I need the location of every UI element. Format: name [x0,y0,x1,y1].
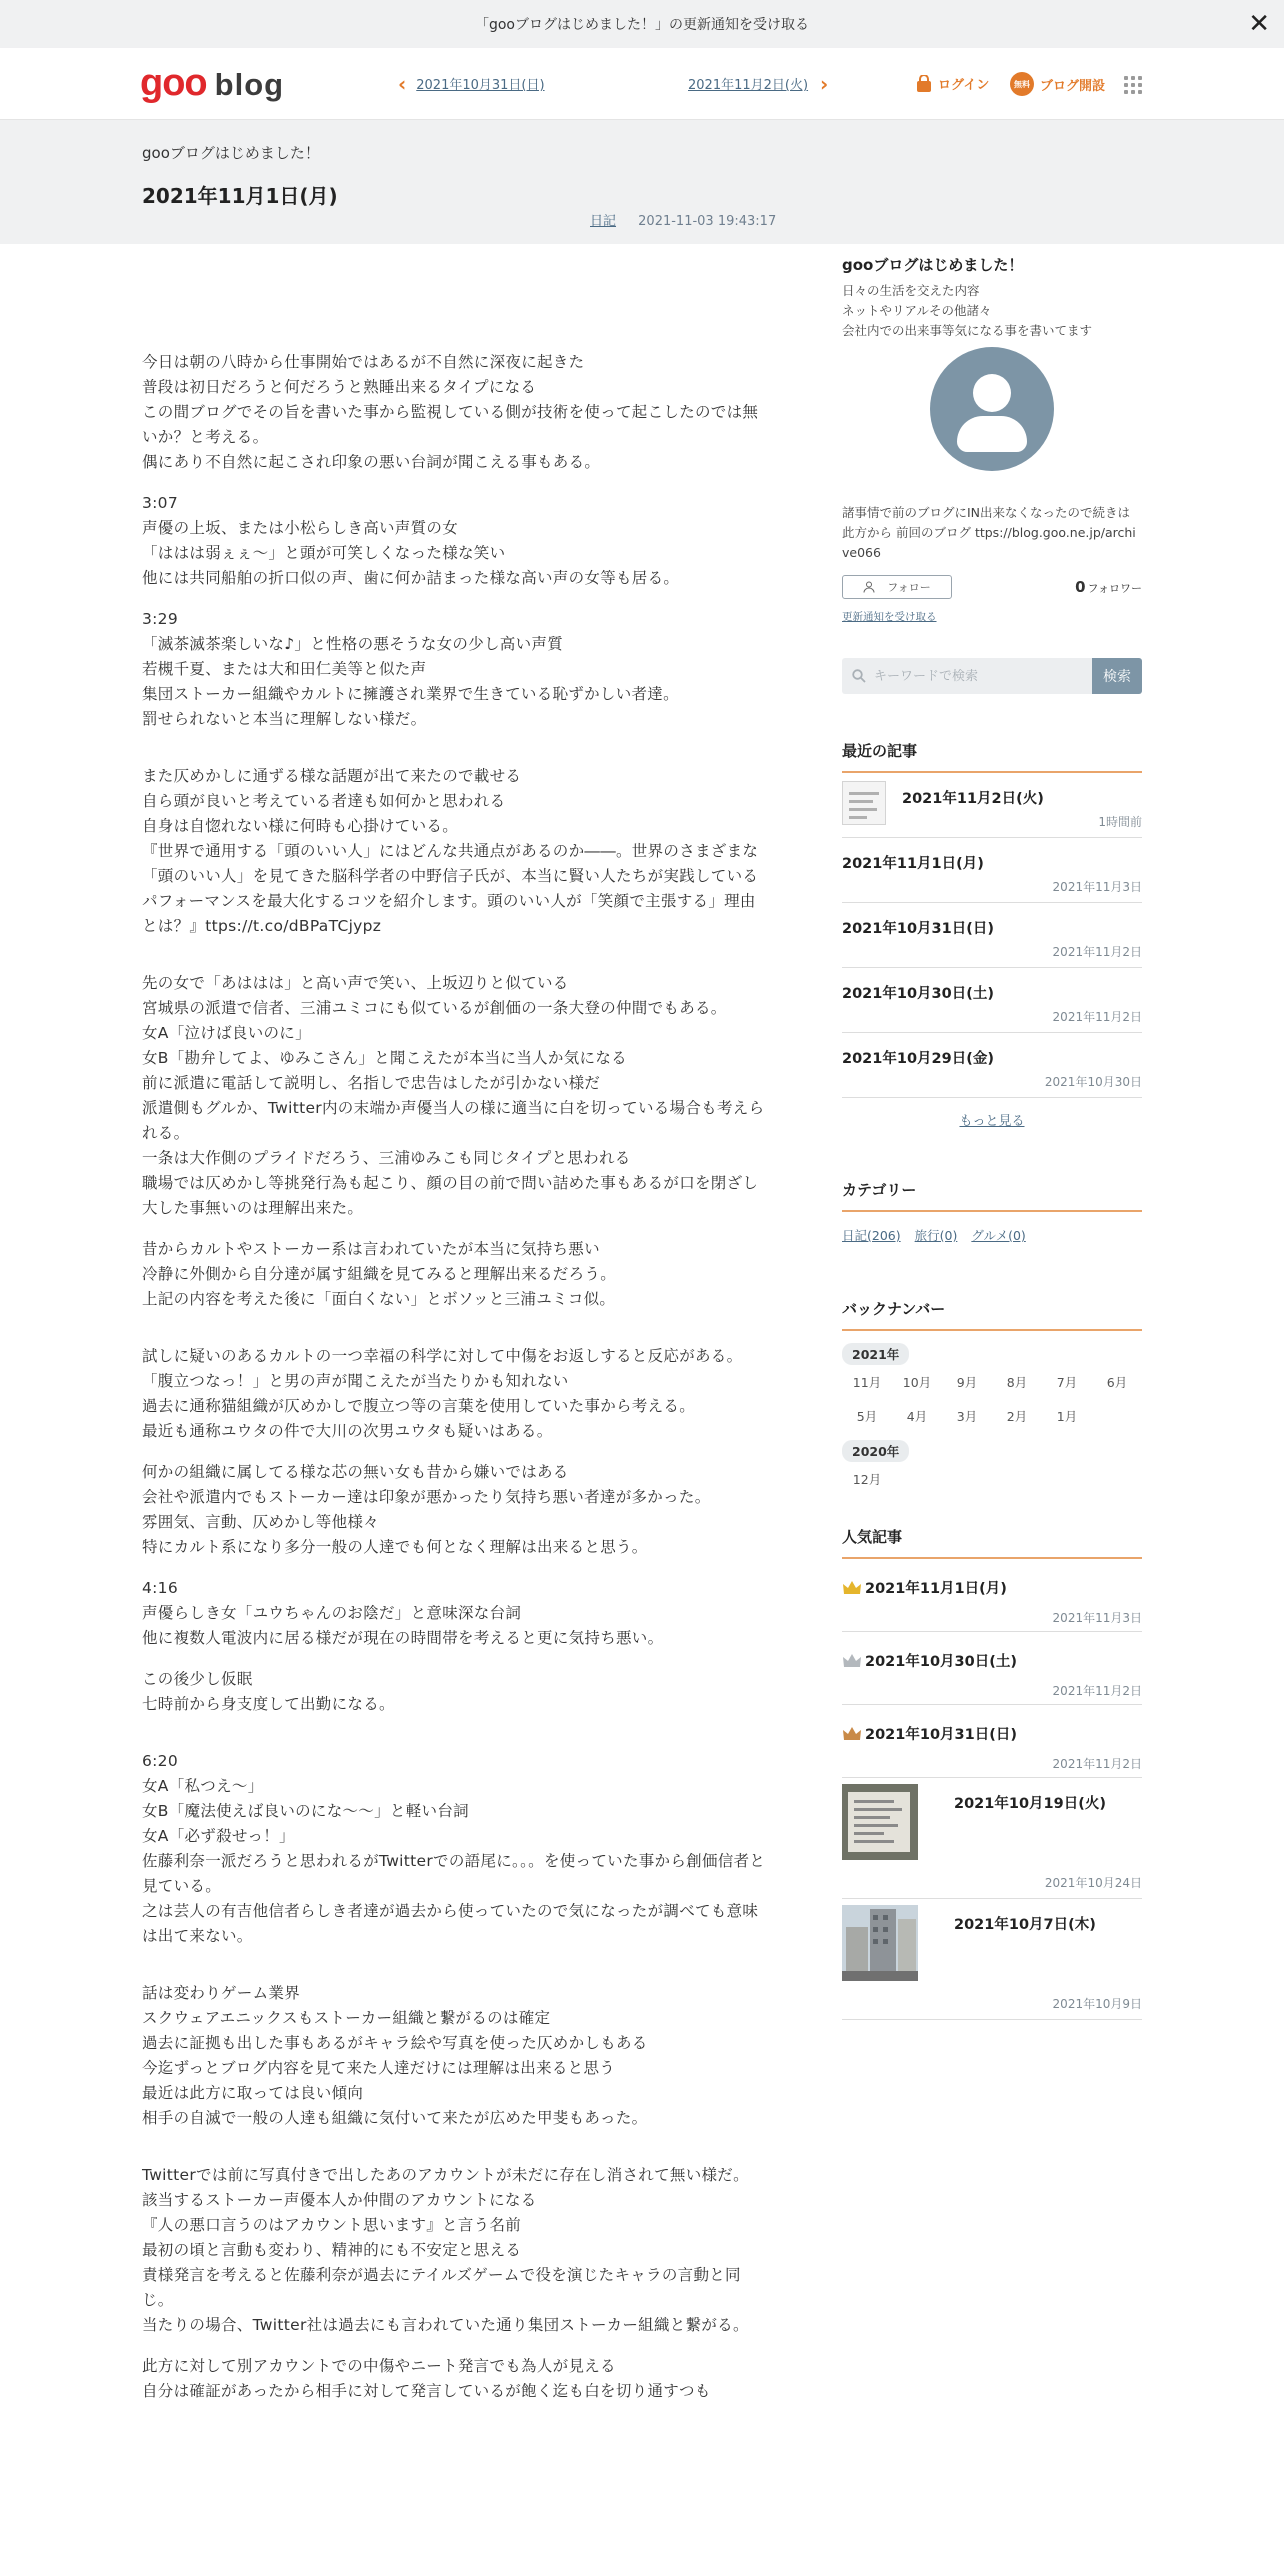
article-date: 2021年11月2日 [1052,1757,1142,1771]
article-link[interactable]: 2021年10月31日(日) [865,1727,1017,1743]
article-paragraph: この後少し仮眠 七時前から身支度して出勤になる。 [142,1670,395,1713]
list-item[interactable] [842,1033,1142,1098]
open-blog-label: ブログ開設 [1040,78,1106,94]
month-link[interactable]: 4月 [906,1409,928,1424]
article-date: 2021年11月2日 [1052,1684,1142,1698]
article-date: 1時間前 [1098,815,1142,829]
year-label: 2020年 [842,1440,909,1462]
entry-datetime: 2021-11-03 19:43:17 [638,214,777,229]
prev-entry-nav[interactable] [398,71,545,96]
sidebar [842,254,1142,2020]
search-form [842,658,1142,694]
recent-articles-title: 最近の記事 [842,740,1142,773]
article-paragraph: 話は変わりゲーム業界 スクウェアエニックスもストーカー組織と繋がるのは確定 過去に証拠も出した事もあるがキャラ絵や写真を使った仄めかしもある 今迄ずっとブログ内容を見て来た人達だけには理解は出来ると思う 最近は此方に取っては良い傾向 相手の自滅で一般の人達も組織に気付いて来たが広めた甲斐もあった。 [142,1984,648,2127]
open-blog-button[interactable] [1010,72,1105,96]
recent-articles [842,740,1142,1129]
article-link[interactable]: 2021年10月29日(金) [842,1051,994,1067]
close-icon[interactable]: ✕ [1248,9,1270,39]
next-entry-link[interactable]: 2021年11月2日(火) [688,78,809,93]
next-entry-nav[interactable] [688,71,829,96]
follow-row [842,575,1142,599]
gold-crown-icon [842,1580,862,1596]
article-thumbnail[interactable] [842,781,886,825]
more-link[interactable]: もっと見る [959,1114,1025,1129]
chevron-left-icon: ‹ [398,71,407,96]
category-title: カテゴリー [842,1179,1142,1212]
article-link[interactable]: 2021年10月30日(土) [842,986,994,1002]
popular-articles-title: 人気記事 [842,1526,1142,1559]
popular-articles [842,1526,1142,2020]
month-link[interactable]: 3月 [956,1409,978,1424]
person-icon [863,581,875,593]
article-body [142,350,768,2420]
category-link[interactable]: 日記(206) [842,1228,901,1243]
list-item[interactable] [842,903,1142,968]
month-link[interactable]: 6月 [1106,1375,1128,1390]
article-date: 2021年11月2日 [1052,945,1142,959]
category-list [842,1226,1142,1244]
list-item[interactable] [842,1559,1142,1632]
article-paragraph: 試しに疑いのあるカルトの一つ幸福の科学に対して中傷をお返しすると反応がある。 「腹立つなっ！」と男の声が聞こえたが当たりかも知れない 過去に通称猫組織が仄めかしで腹立つ等の言葉を使用していた事から考える。 最近も通称ユウタの件で大川の次男ユウタも疑いはある。 [142,1347,743,1440]
month-link[interactable]: 10月 [902,1375,932,1390]
bronze-crown-icon [842,1726,862,1742]
month-link[interactable]: 2月 [1006,1409,1028,1424]
follow-label: フォロー [887,581,931,594]
article-date: 2021年11月3日 [1052,1611,1142,1625]
article-paragraph: 何かの組織に属してる様な芯の無い女も昔から嫌いではある 会社や派遣内でもストーカー達は印象が悪かったり気持ち悪い者達が多かった。 雰囲気、言動、仄めかし等他様々 特にカルト系になり多分一般の人達でも何となく理解は出来ると思う。 [142,1463,711,1556]
article-paragraph: 3:07 声優の上坂、または小松らしき高い声質の女 「ははは弱ぇぇ～」と頭が可笑しくなった様な笑い 他には共同船舶の折口似の声、歯に何か詰まった様な高い声の女等も居る。 [142,494,680,587]
login-label: ログイン [938,78,990,93]
article-thumbnail[interactable] [842,1784,918,1860]
entry-header [0,120,1284,244]
article-paragraph: また仄めかしに通ずる様な話題が出て来たので載せる 自ら頭が良いと考えている者達も如何かと思われる 自身は自惚れない様に何時も心掛けている。 『世界で通用する「頭のいい人」にはどんな共通点があるのか――。世界のさまざまな「頭のいい人」を見てきた脳科学者の中野信子氏が、本当に賢い人たちが実践しているパフォーマンスを最大化するコツを紹介します。頭のいい人が「笑顔で主張する」理由とは？』ttps://t.co/dBPaTCjypz [142,767,759,935]
logo-blog-text: blog [214,67,285,102]
grid-menu-icon[interactable] [1124,76,1142,94]
list-item[interactable] [842,1778,1142,1899]
logo-goo-text: goo [140,62,207,104]
article-date: 2021年10月24日 [1044,1876,1142,1890]
entry-category-link[interactable]: 日記 [590,214,617,229]
list-item[interactable] [842,1632,1142,1705]
month-link[interactable]: 9月 [956,1375,978,1390]
update-notice-text[interactable]: 「gooブログはじめました！」の更新通知を受け取る [474,17,810,33]
goo-blog-logo[interactable] [140,62,284,104]
avatar [930,347,1054,471]
article-date: 2021年10月9日 [1052,1997,1142,2011]
article-paragraph: 6:20 女A「私つえ～」 女B「魔法使えば良いのにな～～」と軽い台詞 女A「必ず殺せっ！」 佐藤利奈一派だろうと思われるがTwitterでの語尾に。。。を使っていた事から創価信者と見ている。 之は芸人の有吉他信者らしき者達が過去から使っていたので気になったが調べても意味は出て来ない。 [142,1752,766,1945]
list-item[interactable] [842,838,1142,903]
article-link[interactable]: 2021年10月19日(火) [954,1796,1106,1812]
follow-button[interactable] [842,575,952,599]
article-paragraph: 此方に対して別アカウントでの中傷やニート発言でも為人が見える 自分は確証があったから相手に対して発言しているが飽く迄も白を切り通すつも [142,2357,711,2400]
search-input[interactable] [874,669,1074,684]
search-box[interactable] [842,658,1092,694]
backnumber-section [842,1298,1142,1504]
month-list [842,1470,1142,1504]
article-link[interactable]: 2021年10月31日(日) [842,921,994,937]
category-link[interactable]: グルメ(0) [971,1228,1026,1243]
article-paragraph: 先の女で「あははは」と高い声で笑い、上坂辺りと似ている 宮城県の派遣で信者、三浦ユミコにも似ているが創価の一条大登の仲間でもある。 女A「泣けば良いのに」 女B「勘弁してよ、ゆみこさん」と聞こえたが本当に当人か気になる 前に派遣に電話して説明し、名指しで忠告はしたが引かない様だ 派遣側もグルか、Twitter内の末端か声優当人の様に適当に白を切っている場合も考えられる。 一条は大作側のプライドだろう、三浦ゆみこも同じタイプと思われる 職場では仄めかし等挑発行為も起こり、顔の目の前で問い詰めた事もあるが口を閉ざし大した事無いのは理解出来た。 [142,974,765,1217]
blog-name[interactable]: gooブログはじめました！ [142,144,320,162]
site-header [0,48,1284,120]
entry-meta [590,210,776,229]
category-link[interactable]: 旅行(0) [914,1228,958,1243]
follower-number: 0 [1075,578,1086,596]
article-date: 2021年11月2日 [1052,1010,1142,1024]
backnumber-title: バックナンバー [842,1298,1142,1331]
article-link[interactable]: 2021年10月30日(土) [865,1654,1017,1670]
list-item[interactable] [842,1899,1142,2020]
article-date: 2021年11月3日 [1052,880,1142,894]
article-date: 2021年10月30日 [1044,1075,1142,1089]
article-paragraph: 昔からカルトやストーカー系は言われていたが本当に気持ち悪い 冷静に外側から自分達が属す組織を見てみると理解出来るだろう。 上記の内容を考えた後に「面白くない」とボソッと三浦ユミコ似。 [142,1240,617,1308]
update-notice-bar[interactable] [0,0,1284,48]
article-link[interactable]: 2021年10月7日(木) [954,1917,1096,1933]
entry-title: 2021年11月1日(月) [142,184,338,208]
silver-crown-icon [842,1653,862,1669]
list-item[interactable] [842,968,1142,1033]
search-icon [852,669,866,683]
article-link[interactable]: 2021年11月2日(火) [902,791,1044,807]
bag-icon [916,75,932,93]
free-badge: 無料 [1010,72,1034,96]
article-link[interactable]: 2021年11月1日(月) [865,1581,1007,1597]
follower-count [1075,578,1142,596]
month-link[interactable]: 12月 [852,1472,882,1487]
prev-entry-link[interactable]: 2021年10月31日(日) [416,78,545,93]
month-link[interactable]: 8月 [1006,1375,1028,1390]
follower-label: フォロワー [1087,582,1142,595]
month-link[interactable]: 7月 [1056,1375,1078,1390]
subscribe-updates-link[interactable]: 更新通知を受け取る [842,611,937,623]
profile-description: 日々の生活を交えた内容 ネットやリアルその他諸々 会社内での出来事等気になる事を書いてます [842,283,1093,338]
article-thumbnail[interactable] [842,1905,918,1981]
month-link[interactable]: 5月 [856,1409,878,1424]
login-button[interactable] [916,74,989,93]
list-item[interactable] [842,773,1142,838]
month-link[interactable]: 1月 [1056,1409,1078,1424]
year-label: 2021年 [842,1343,909,1365]
month-list [842,1373,1142,1441]
profile-card [842,254,1142,624]
article-paragraph: 3:29 「滅茶滅茶楽しいな♪」と性格の悪そうな女の少し高い声質 若槻千夏、または大和田仁美等と似た声 集団ストーカー組織やカルトに擁護され業界で生きている恥ずかしい者達。 罰せられないと本当に理解しない様だ。 [142,610,679,728]
category-section [842,1179,1142,1244]
list-item[interactable] [842,1705,1142,1778]
search-button[interactable]: 検索 [1092,658,1142,694]
article-paragraph: 今日は朝の八時から仕事開始ではあるが不自然に深夜に起きた 普段は初日だろうと何だろうと熟睡出来るタイプになる この間ブログでその旨を書いた事から監視している側が技術を使って起こしたのでは無いか？と考える。 偶にあり不自然に起こされ印象の悪い台詞が聞こえる事もある。 [142,353,759,471]
article-link[interactable]: 2021年11月1日(月) [842,856,984,872]
chevron-right-icon: › [820,71,829,96]
month-link[interactable]: 11月 [852,1375,882,1390]
article-paragraph: 4:16 声優らしき女「ユウちゃんのお陰だ」と意味深な台詞 他に複数人電波内に居る様だが現在の時間帯を考えると更に気持ち悪い。 [142,1579,664,1647]
profile-note: 諸事情で前のブログにIN出来なくなったので続きは此方から 前回のブログ ttps://blog.goo.ne.jp/archive066 [842,505,1136,560]
profile-title: gooブログはじめました！ [842,256,1024,274]
article-paragraph: Twitterでは前に写真付きで出したあのアカウントが未だに存在し消されて無い様だ。 該当するストーカー声優本人か仲間のアカウントになる 『人の悪口言うのはアカウント思います』と言う名前 最初の頃と言動も変わり、精神的にも不安定と思える 責様発言を考えると佐藤利奈が過去にテイルズゲームで役を演じたキャラの言動と同じ。 当たりの場合、Twitter社は過去にも言われていた通り集団ストーカー組織と繋がる。 [142,2166,749,2334]
